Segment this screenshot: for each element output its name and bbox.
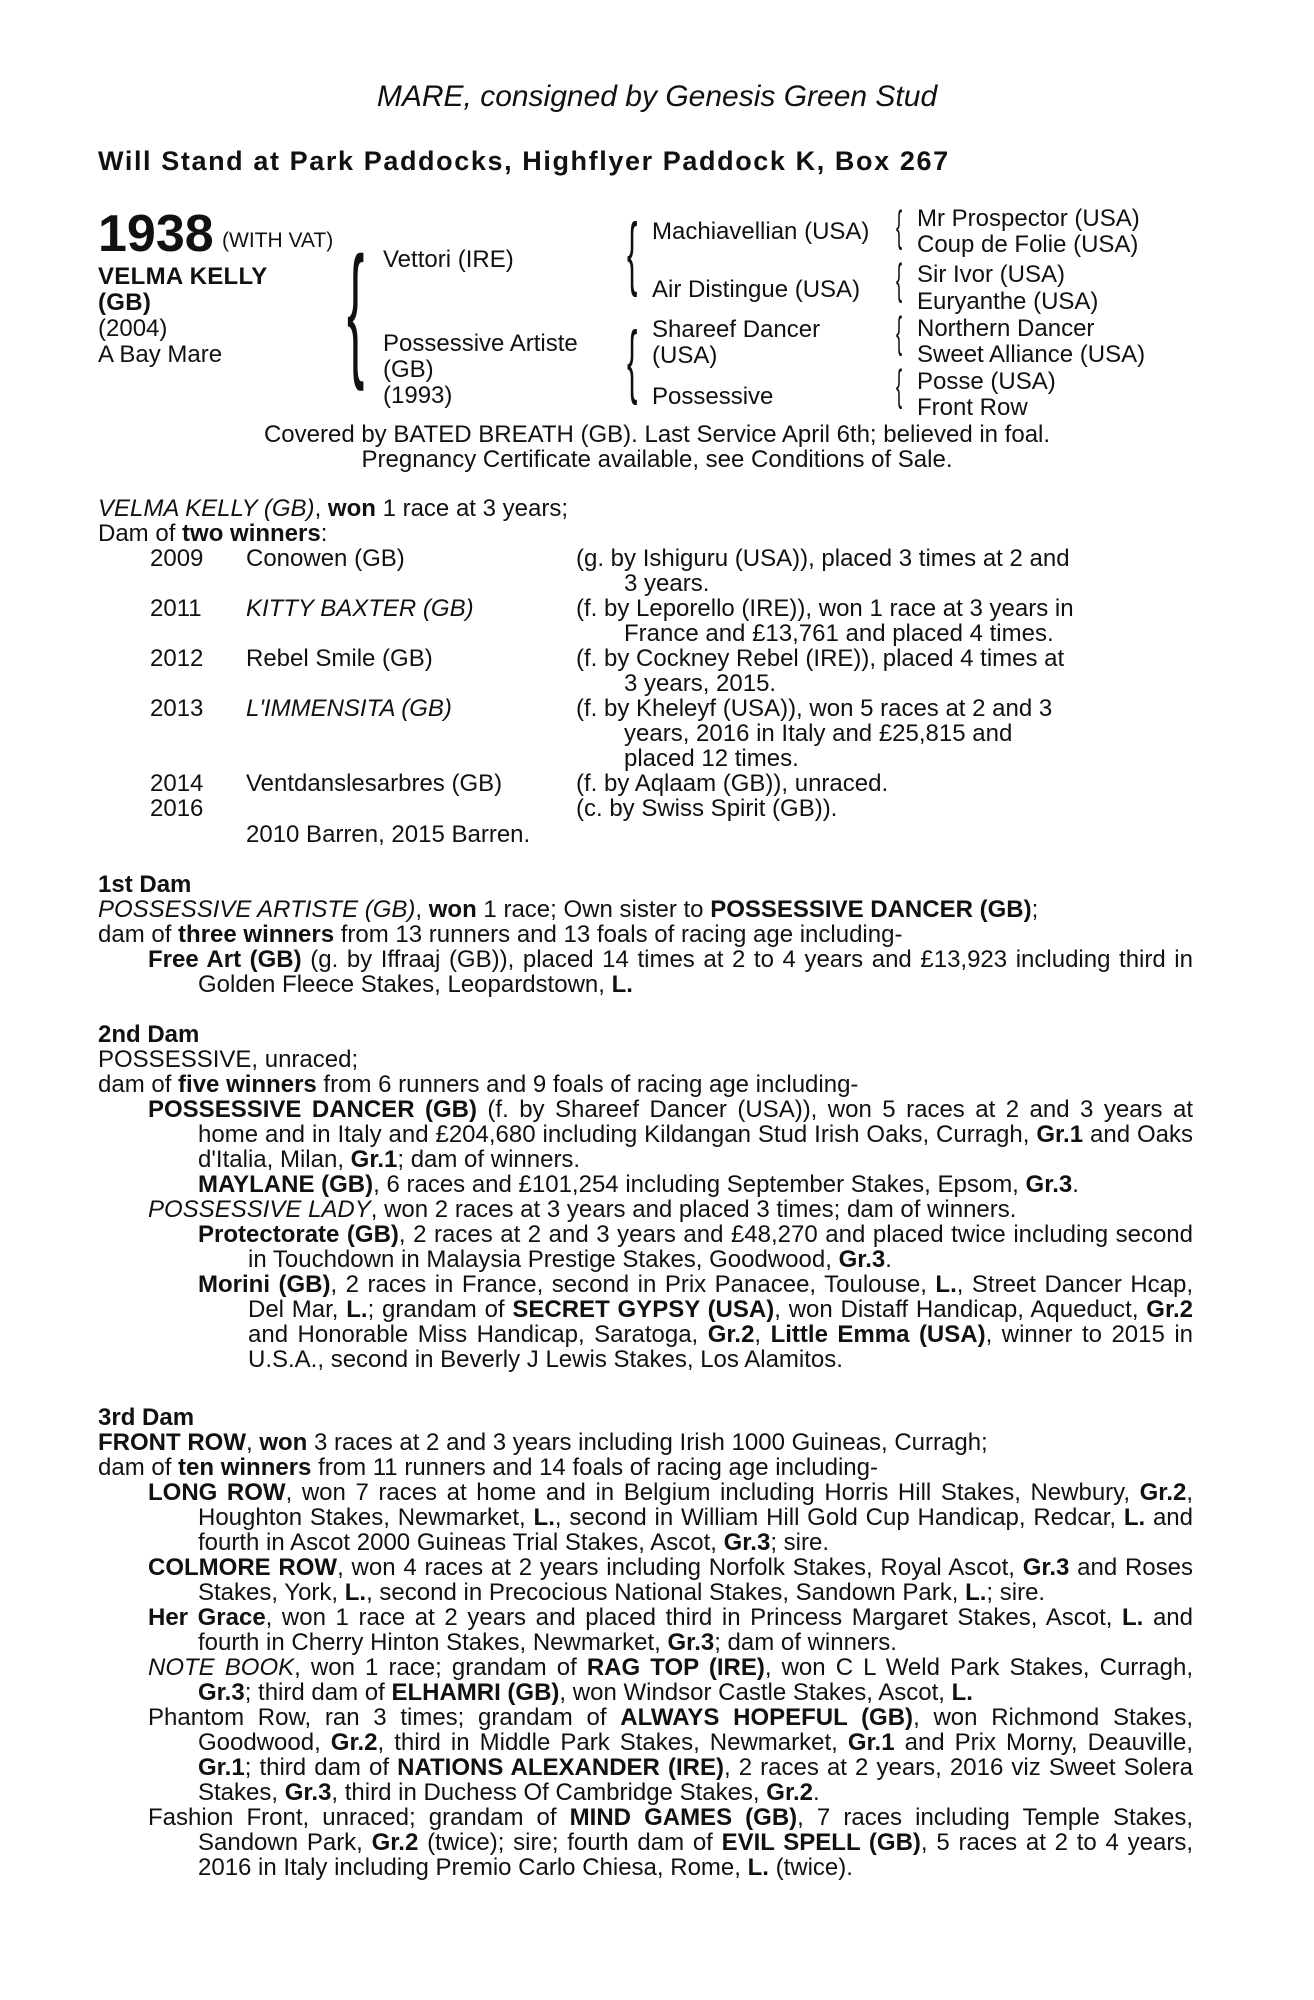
sire-dam-brace: { xyxy=(347,227,365,392)
stand-location: Will Stand at Park Paddocks, Highflyer Paddock K, Box 267 xyxy=(98,146,950,176)
lot-number: 1938 xyxy=(98,205,214,263)
pedigree-dsd: Sweet Alliance (USA) xyxy=(917,341,1146,368)
third-dam-section: 3rd Dam FRONT ROW, won 3 races at 2 and 3 years including Irish 1000 Guineas, Curragh; dam of ten winners from 11 runners and 14 foals of racing age including- LONG ROW, won 7 races at home and in Belgium including Horris Hill Stakes, Newbury, Gr.2, Houghton Stakes, Newmarket, L., second in William Hill Gold Cup Handicap, Redcar, L. and fourth in Ascot 2000 Guineas Trial Stakes, Ascot, Gr.3; sire. COLMORE ROW, won 4 races at 2 years including Norfolk Stakes, Royal Ascot, Gr.3 and Roses Stakes, York, L., second in Precocious National Stakes, Sandown Park, L.; sire. Her Grace, won 1 race at 2 years and placed third in Princess Margaret Stakes, Ascot, L. and fourth in Cherry Hinton Stakes, Newmarket, Gr.3; dam of winners. NOTE BOOK, won 1 race; grandam of RAG TOP (IRE), won C L Weld Park Stakes, Curragh, Gr.3; third dam of ELHAMRI (GB), won Windsor Castle Stakes, Ascot, L. Phantom Row, ran 3 times; grandam of ALWAYS HOPEFUL (GB), won Richmond Stakes, Goodwood, Gr.2, third in Middle Park Stakes, Newmarket, Gr.1 and Prix Morny, Deauville, Gr.1; third dam of NATIONS ALEXANDER (IRE), 2 races at 2 years, 2016 viz Sweet Solera Stakes, Gr.3, third in Duchess Of Cambridge Stakes, Gr.2. Fashion Front, unraced; grandam of MIND GAMES (GB), 7 races including Temple Stakes, Sandown Park, Gr.2 (twice); sire; fourth dam of EVIL SPELL (GB), 5 races at 2 to 4 years, 2016 in Italy including Premio Carlo Chiesa, Rome, L. (twice). xyxy=(98,1404,1194,1881)
first-dam-section: 1st Dam POSSESSIVE ARTISTE (GB), won 1 race; Own sister to POSSESSIVE DANCER (GB); dam of three winners from 13 runners and 13 foals of racing age including- Free Art (GB) (g. by Iffraaj (GB)), placed 14 times at 2 to 4 years and £13,923 including third in Golden Fleece Stakes, Leopardstown, L. xyxy=(98,871,1193,998)
pedigree-sire-sire: Machiavellian (USA) xyxy=(652,218,870,245)
sire-line-brace: { xyxy=(627,207,638,298)
second-dam-section: 2nd Dam POSSESSIVE, unraced; dam of five winners from 6 runners and 9 foals of racing age including- POSSESSIVE DANCER (GB) (f. by Shareef Dancer (USA)), won 5 races at 2 and 3 years at home and in Italy and £204,680 including Kildangan Stud Irish Oaks, Curragh, Gr.1 and Oaks d'Italia, Milan, Gr.1; dam of winners. MAYLANE (GB), 6 races and £101,254 including September Stakes, Epsom, Gr.3. POSSESSIVE LADY, won 2 races at 3 years and placed 3 times; dam of winners. Protectorate (GB), 2 races at 2 and 3 years and £48,270 and placed twice including second in Touchdown in Malaysia Prestige Stakes, Goodwood, Gr.3. Morini (GB), 2 races in France, second in Prix Panacee, Toulouse, L., Street Dancer Hcap, Del Mar, L.; grandam of SECRET GYPSY (USA), won Distaff Handicap, Aqueduct, Gr.2 and Honorable Miss Handicap, Saratoga, Gr.2, Little Emma (USA), winner to 2015 in U.S.A., second in Beverly J Lewis Stakes, Los Alamitos. xyxy=(98,1021,1194,1373)
produce-record: VELMA KELLY (GB), won 1 race at 3 years; Dam of two winners: xyxy=(98,495,568,547)
horse-description: A Bay Mare xyxy=(98,341,223,368)
consignor-heading: MARE, consigned by Genesis Green Stud xyxy=(376,80,938,113)
pedigree-dam-dam: Possessive xyxy=(652,383,774,410)
pedigree-dds: Posse (USA) xyxy=(917,368,1056,395)
pedigree-ssd: Coup de Folie (USA) xyxy=(917,231,1139,258)
pedigree-dss: Northern Dancer xyxy=(917,315,1095,342)
grandsire-brace-1: { xyxy=(896,202,903,251)
produce-horse-name: VELMA KELLY (GB) xyxy=(98,495,315,522)
pedigree-sds: Sir Ivor (USA) xyxy=(917,261,1066,288)
pedigree-dam-line2: (GB) xyxy=(383,356,434,383)
third-dam-heading: 3rd Dam xyxy=(98,1404,195,1431)
pedigree-sss: Mr Prospector (USA) xyxy=(917,205,1140,232)
first-dam-heading: 1st Dam xyxy=(98,871,192,898)
pedigree-dam-line1: Possessive Artiste xyxy=(383,330,578,357)
dam-line-brace: { xyxy=(627,315,638,406)
pedigree-dam-sire-line1: Shareef Dancer xyxy=(652,316,821,343)
second-dam-heading: 2nd Dam xyxy=(98,1021,200,1048)
horse-name: VELMA KELLY xyxy=(98,263,268,290)
pedigree-sire: Vettori (IRE) xyxy=(383,246,514,273)
pedigree-sdd: Euryanthe (USA) xyxy=(917,288,1099,315)
covered-note: Covered by BATED BREATH (GB). Last Service April 6th; believed in foal. xyxy=(263,421,1051,448)
vat-note: (WITH VAT) xyxy=(222,229,334,252)
pedigree-ddd: Front Row xyxy=(917,394,1028,421)
grandsire-brace-2: { xyxy=(896,255,903,304)
grandsire-brace-3: { xyxy=(896,308,903,357)
pedigree-dam-line3: (1993) xyxy=(383,382,453,409)
foals-table: 2009 Conowen (GB) (g. by Ishiguru (USA)), placed 3 times at 2 and 3 years. 2011 KITTY BAXTER (GB) (f. by Leporello (IRE)), won 1 race at 3 years in France and £13,761 and placed 4 times. 2012 Rebel Smile (GB) (f. by Cockney Rebel (IRE)), placed 4 times at 3 years, 2015. 2013 L'IMMENSITA (GB) (f. by Kheleyf (USA)), won 5 races at 2 and 3 years, 2016 in Italy and £25,815 and placed 12 times. 2014 Ventdanslesarbres (GB) (f. by Aqlaam (GB)), unraced. 2016 (c. by Swiss Spirit (GB)). 2010 Barren, 2015 Barren. xyxy=(150,545,1074,848)
foaled-year: (2004) xyxy=(98,315,168,342)
pedigree-dam-sire-line2: (USA) xyxy=(652,342,718,369)
horse-name-suffix: (GB) xyxy=(98,289,152,316)
pregnancy-note: Pregnancy Certificate available, see Conditions of Sale. xyxy=(361,446,953,473)
pedigree-sire-dam: Air Distingue (USA) xyxy=(652,276,861,303)
grandsire-brace-4: { xyxy=(896,361,903,410)
